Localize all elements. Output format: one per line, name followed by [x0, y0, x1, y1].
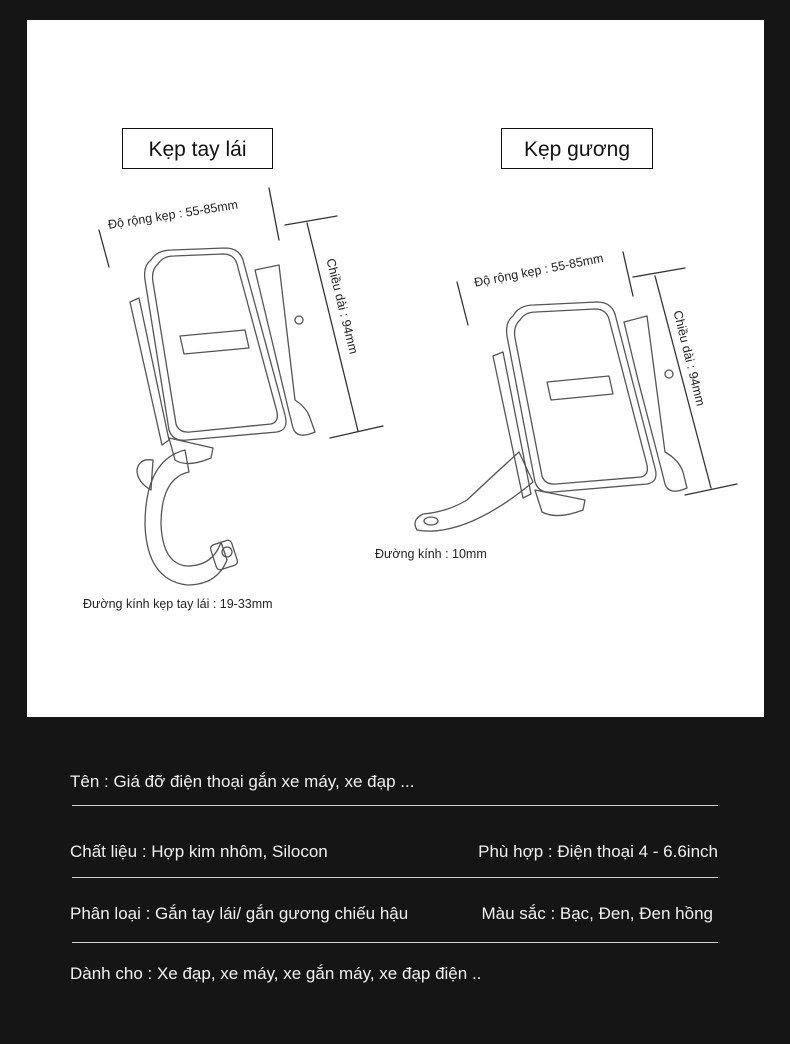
mirror-clamp-title: Kẹp gương — [501, 128, 653, 169]
handlebar-width-label: Độ rộng kẹp : 55-85mm — [107, 197, 239, 232]
length-dimension-tick-top — [633, 268, 685, 277]
label-plate — [180, 330, 249, 354]
holder-inner-body — [153, 254, 278, 432]
spec-name: Tên : Giá đỡ điện thoại gắn xe máy, xe đạp ... — [70, 772, 415, 791]
width-dimension-tick-right — [623, 252, 633, 296]
clamp-bolt-head — [222, 547, 232, 557]
handlebar-clamp-title: Kẹp tay lái — [122, 128, 273, 169]
label-plate — [547, 376, 613, 400]
mirror-width-label: Độ rộng kẹp : 55-85mm — [473, 250, 605, 290]
width-dimension-tick-left — [99, 230, 109, 267]
lower-jaw — [535, 490, 585, 516]
length-dimension-tick-bottom — [330, 426, 383, 438]
length-dimension-line — [655, 276, 711, 488]
handlebar-clamp-ring — [145, 450, 227, 585]
side-arm — [255, 265, 315, 435]
width-dimension-tick-right — [269, 188, 279, 240]
back-plate — [493, 352, 531, 498]
divider — [72, 942, 718, 943]
width-dimension-tick-left — [457, 282, 468, 325]
divider — [72, 877, 718, 878]
handlebar-holder-drawing — [99, 188, 383, 585]
product-diagram-panel — [27, 20, 764, 717]
holder-body — [145, 248, 286, 440]
release-button — [665, 370, 673, 378]
mirror-stem-hole — [424, 517, 438, 525]
spec-color: Màu sắc : Bạc, Đen, Đen hồng — [481, 904, 713, 923]
spec-type: Phân loại : Gắn tay lái/ gắn gương chiếu hậu — [70, 904, 409, 923]
handlebar-diameter-label: Đường kính kẹp tay lái : 19-33mm — [83, 597, 273, 611]
back-plate — [130, 298, 169, 445]
length-dimension-tick-top — [285, 216, 337, 225]
spec-for: Dành cho : Xe đạp, xe máy, xe gắn máy, xe đạp điện .. — [70, 964, 482, 983]
spec-fit: Phù hợp : Điện thoại 4 - 6.6inch — [478, 842, 718, 861]
mirror-length-label: Chiều dài : 94mm — [670, 309, 708, 408]
divider — [72, 805, 718, 806]
spec-material: Chất liệu : Hợp kim nhôm, Silocon — [70, 842, 328, 861]
mirror-mount-holder-drawing — [415, 252, 737, 531]
phone-holder-illustrations — [27, 20, 764, 717]
release-button — [295, 316, 303, 324]
mirror-diameter-label: Đường kính : 10mm — [375, 547, 487, 561]
lower-jaw — [169, 438, 213, 464]
handlebar-length-label: Chiều dài : 94mm — [323, 257, 361, 356]
